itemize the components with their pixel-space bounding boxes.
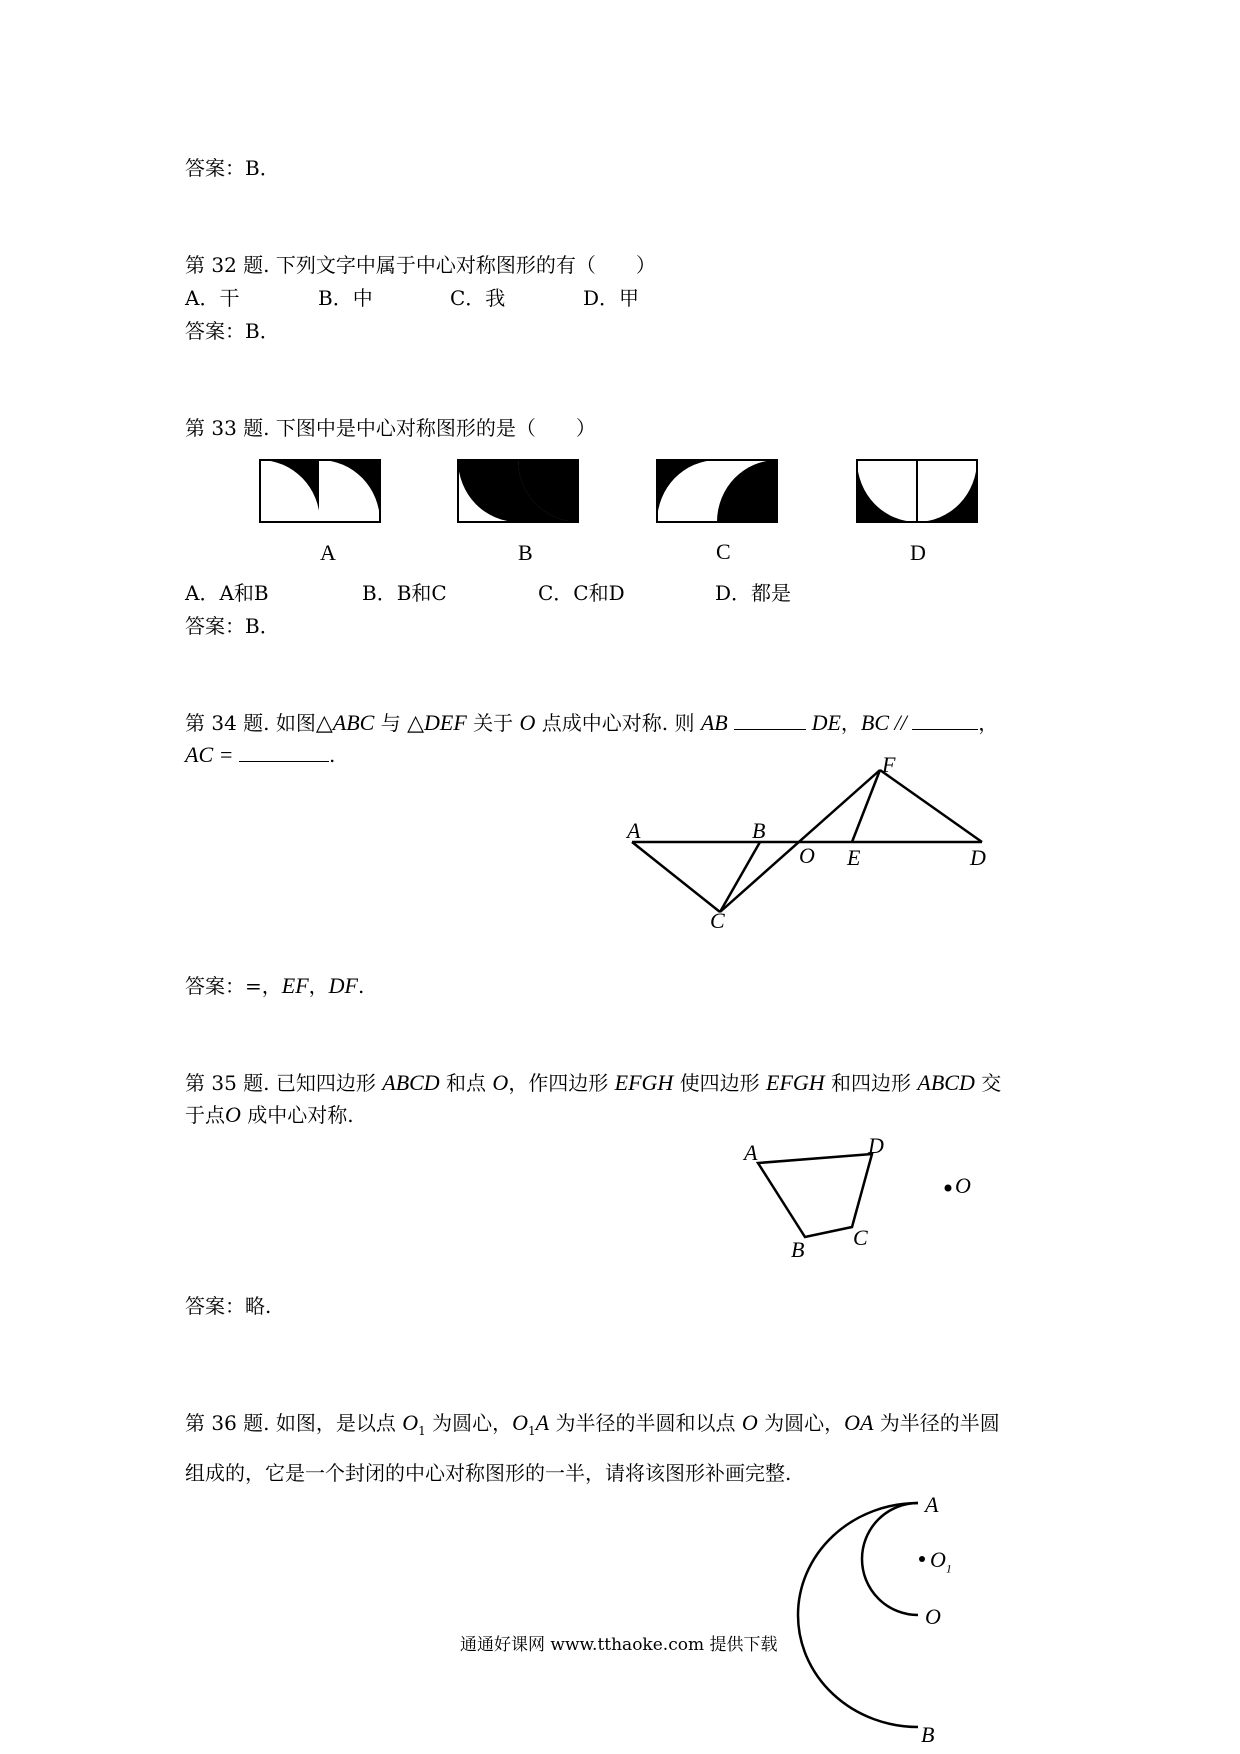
q33-figure-b (458, 460, 580, 525)
q35-question-line2: 于点O 成中心对称. (185, 1102, 354, 1127)
q32-option-d: D．甲 (583, 286, 640, 310)
q33-option-a: A．A和B (185, 581, 269, 605)
q35-question-line1: 第 35 题. 已知四边形 ABCD 和点 O，作四边形 EFGH 使四边形 EFGH 和四边形 ABCD 交 (185, 1070, 1002, 1095)
q34-blank-2[interactable] (912, 711, 978, 730)
q33-figure-d (857, 460, 979, 525)
q35-point-d: D (868, 1133, 884, 1158)
page-footer: 通通好课网 www.tthaoke.com 提供下载 (460, 1635, 778, 1655)
q35-answer: 答案：略. (185, 1294, 272, 1318)
q36-point-o1: $O_1$ (930, 1547, 952, 1576)
q33-option-c: C．C和D (538, 581, 625, 605)
q33-figure-a (260, 460, 382, 525)
q34-point-d: D (970, 845, 986, 870)
q35-point-o: O (955, 1173, 971, 1198)
q32-option-a: A．干 (185, 286, 240, 310)
q36-question-line1: 第 36 题. 如图，是以点 $O_1$ 为圆心，$O_1A$ 为半径的半圆和以点 O 为圆心，OA 为半径的半圆 (185, 1410, 1000, 1438)
q32-question: 第 32 题. 下列文字中属于中心对称图形的有（ ） (185, 253, 656, 277)
q32-answer: 答案：B． (185, 319, 280, 343)
q36-point-o: O (925, 1604, 941, 1629)
q36-point-a: A (925, 1492, 939, 1517)
q34-blank-1[interactable] (734, 711, 806, 730)
q34-question-line1: 第 34 题. 如图△ABC 与 △DEF 关于 O 点成中心对称. 则 AB DE，BC // ， (185, 710, 999, 735)
q33-figure-label-c: C (716, 539, 731, 564)
q33-answer: 答案：B． (185, 614, 280, 638)
q34-answer: 答案：=，EF，DF. (185, 973, 365, 998)
q34-point-c: C (710, 908, 725, 933)
q33-option-b: B．B和C (362, 581, 447, 605)
q33-figure-label-a: A (320, 540, 336, 565)
q35-point-b: B (791, 1237, 805, 1262)
q33-figure-label-d: D (910, 540, 926, 565)
q35-point-a: A (744, 1140, 758, 1165)
q36-question-line2: 组成的，它是一个封闭的中心对称图形的一半，请将该图形补画完整. (185, 1461, 792, 1485)
q34-point-b: B (752, 818, 766, 843)
q36-point-b: B (921, 1722, 935, 1747)
q36-figure (800, 1495, 1000, 1745)
q34-point-o: O (799, 843, 815, 868)
q34-point-f: F (882, 752, 896, 777)
q33-figure-c (657, 460, 779, 525)
q32-option-b: B．中 (318, 286, 373, 310)
q35-point-c: C (853, 1225, 868, 1250)
q34-blank-3[interactable] (239, 743, 329, 762)
q33-question: 第 33 题. 下图中是中心对称图形的是（ ） (185, 416, 596, 440)
q33-figure-label-b: B (518, 540, 533, 565)
q32-option-c: C．我 (450, 286, 506, 310)
q34-point-a: A (627, 818, 641, 843)
q34-point-e: E (847, 845, 861, 870)
q31-answer: 答案：B． (185, 156, 280, 180)
q34-question-line2: AC = . (185, 742, 336, 767)
q33-option-d: D．都是 (715, 581, 792, 605)
